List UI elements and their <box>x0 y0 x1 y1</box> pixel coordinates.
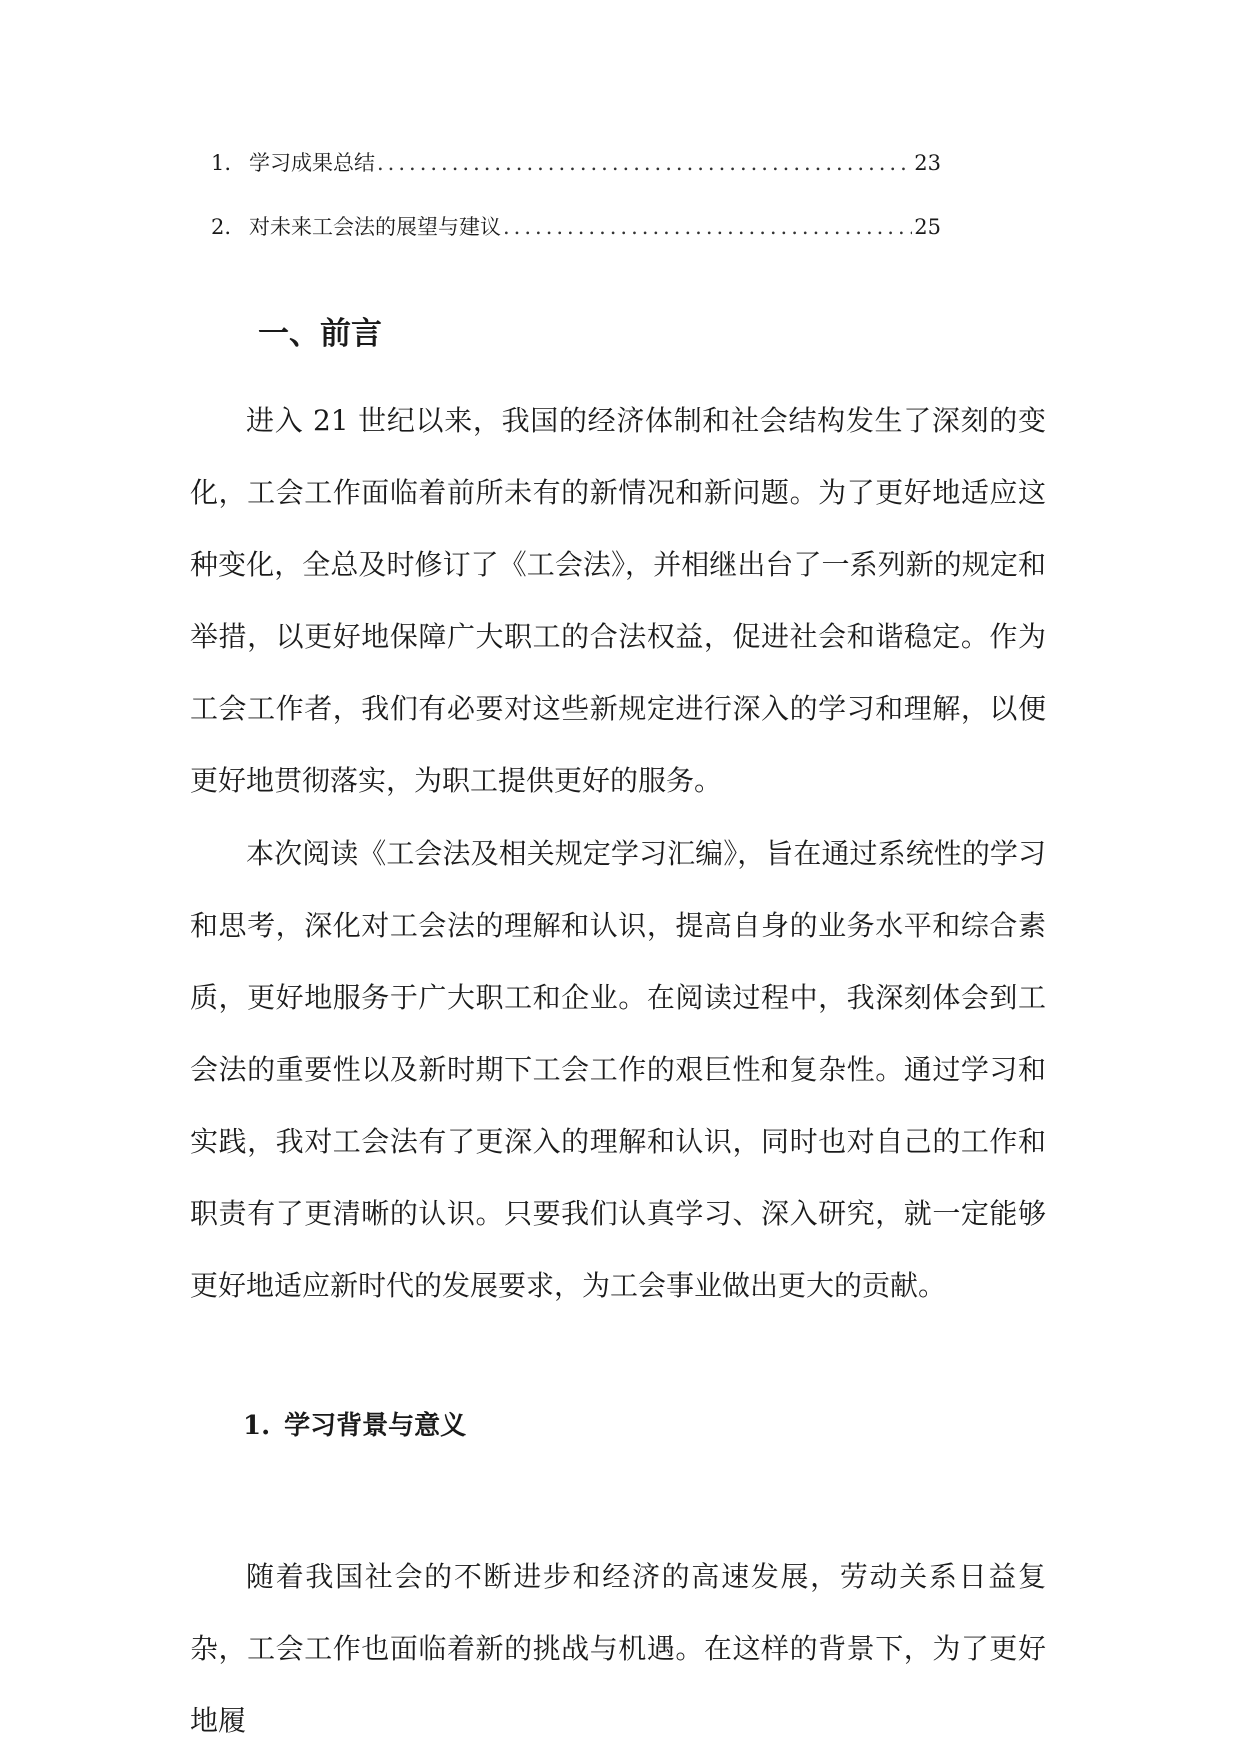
table-of-contents <box>211 150 941 278</box>
toc-entry-title: 对未来工会法的展望与建议 <box>249 215 501 239</box>
body-paragraph: 进入 21 世纪以来，我国的经济体制和社会结构发生了深刻的变化，工会工作面临着前所未有的新情况和新问题。为了更好地适应这种变化，全总及时修订了《工会法》，并相继出台了一系列新的规定和举措，以更好地保障广大职工的合法权益，促进社会和谐稳定。作为工会工作者，我们有必要对这些新规定进行深入的学习和理解，以便更好地贯彻落实，为职工提供更好的服务。 <box>190 404 1046 797</box>
body-paragraph: 本次阅读《工会法及相关规定学习汇编》，旨在通过系统性的学习和思考，深化对工会法的理解和认识，提高自身的业务水平和综合素质，更好地服务于广大职工和企业。在阅读过程中，我深刻体会到工会法的重要性以及新时期下工会工作的艰巨性和复杂性。通过学习和实践，我对工会法有了更深入的理解和认识，同时也对自己的工作和职责有了更清晰的认识。只要我们认真学习、深入研究，就一定能够更好地适应新时代的发展要求，为工会事业做出更大的贡献。 <box>190 837 1046 1302</box>
toc-entry-page-number: 25 <box>914 215 941 239</box>
section-heading: 一、前言 <box>258 316 382 352</box>
toc-entry-number: 2. <box>211 215 232 239</box>
toc-dot-leader <box>503 214 912 240</box>
subsection-number: 1. <box>243 1411 271 1441</box>
toc-entry[interactable] <box>211 214 941 240</box>
toc-entry-title: 学习成果总结 <box>249 151 375 175</box>
toc-entry-number: 1. <box>211 151 232 175</box>
toc-entry[interactable] <box>211 150 941 176</box>
subsection-title: 学习背景与意义 <box>284 1411 467 1441</box>
body-paragraph: 随着我国社会的不断进步和经济的高速发展，劳动关系日益复杂，工会工作也面临着新的挑战与机遇。在这样的背景下，为了更好地履 <box>190 1560 1046 1737</box>
toc-dot-leader <box>377 150 912 176</box>
toc-entry-page-number: 23 <box>914 151 941 175</box>
subsection-heading <box>243 1408 466 1444</box>
